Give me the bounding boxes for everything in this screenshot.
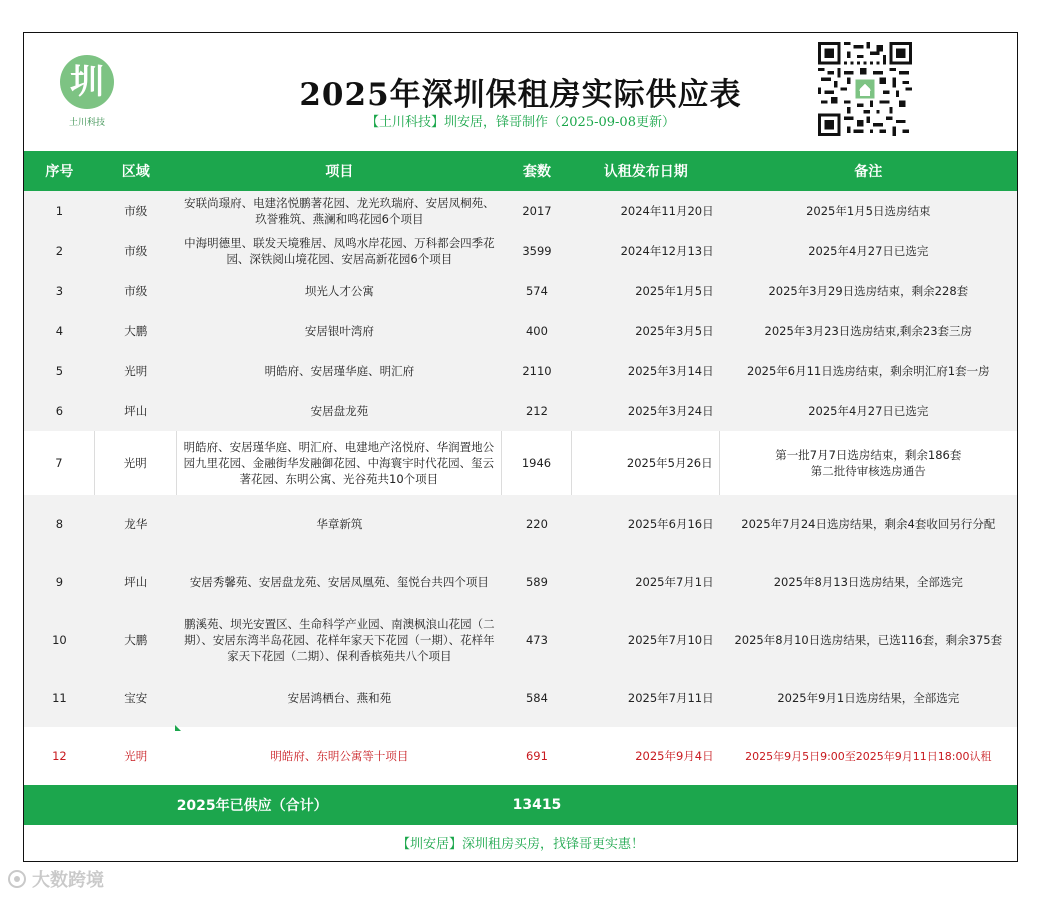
cell-area: 坪山 (124, 404, 148, 418)
cell-project (177, 351, 502, 391)
total-units: 13415 (512, 797, 562, 813)
cell-date: 2025年9月4日 (635, 749, 714, 763)
logo-mark: 圳 (60, 55, 114, 109)
cell-date: 2024年12月13日 (620, 244, 714, 258)
cell-area: 市级 (124, 204, 148, 218)
cell-units: 400 (525, 324, 548, 338)
cell-note (720, 431, 1017, 495)
cell-project-text: 安居盘龙苑 (310, 404, 369, 418)
col-header-no[interactable]: 序号 (45, 164, 74, 180)
cell-area: 市级 (124, 244, 148, 258)
cell-units: 691 (525, 749, 548, 763)
cell-area: 坪山 (124, 575, 148, 589)
watermark-text: 大数跨境 (32, 870, 104, 891)
cell-project (177, 311, 502, 351)
cell-units: 2110 (522, 364, 552, 378)
table-row-highlight[interactable] (24, 727, 1017, 785)
cell-date: 2025年3月5日 (635, 324, 714, 338)
cell-project-text: 安联尚璟府、电建洺悦鹏著花园、龙光玖瑞府、安居凤桐苑、玖誉雅筑、燕澜和鸣花园6个项目 (184, 196, 495, 226)
cell-no: 4 (55, 324, 64, 338)
cell-no: 5 (55, 364, 64, 378)
cell-units: 3599 (522, 244, 552, 258)
cell-date: 2025年3月14日 (627, 364, 714, 378)
watermark (8, 866, 104, 892)
cell-project (177, 669, 502, 727)
page-subtitle: 【土川科技】圳安居，锋哥制作（2025-09-08更新） (366, 115, 675, 130)
cell-date: 2025年7月10日 (627, 633, 714, 647)
qr-code-icon[interactable] (818, 42, 912, 136)
table-row[interactable] (24, 191, 1017, 231)
cell-project-text: 明皓府、安居瑾华庭、明汇府 (264, 364, 415, 378)
cell-project-text: 中海明德里、联发天境雅居、凤鸣水岸花园、万科都会四季花园、深铁阅山境花园、安居高新花园6个项目 (184, 236, 495, 266)
cell-units: 589 (525, 575, 548, 589)
col-header-date[interactable]: 认租发布日期 (603, 164, 688, 180)
cell-project (177, 191, 502, 231)
cell-project-text: 坝光人才公寓 (304, 284, 374, 298)
cell-project (177, 271, 502, 311)
cell-project (177, 553, 502, 611)
cell-units: 2017 (522, 204, 552, 218)
cell-no: 12 (52, 749, 67, 763)
table-row[interactable] (24, 391, 1017, 431)
cell-project-text: 安居鸿栖台、燕和苑 (287, 691, 392, 705)
cell-area: 大鹏 (124, 633, 148, 647)
table-row[interactable] (24, 431, 1017, 495)
cell-area: 宝安 (124, 691, 148, 705)
cell-no: 1 (55, 204, 64, 218)
cell-units: 220 (525, 517, 548, 531)
table-row[interactable] (24, 669, 1017, 727)
table-row[interactable] (24, 351, 1017, 391)
cell-units: 473 (525, 633, 548, 647)
table-row[interactable] (24, 231, 1017, 271)
supply-sheet (23, 32, 1018, 862)
total-label-text: 2025年已供应（合计） (176, 798, 328, 814)
col-header-project[interactable]: 项目 (325, 164, 354, 180)
cell-note-line: 第一批7月7日选房结束，剩余186套 (775, 448, 962, 462)
cell-note: 2025年1月5日选房结束 (806, 204, 931, 218)
cell-date: 2024年11月20日 (620, 204, 714, 218)
cell-no: 7 (24, 431, 95, 495)
cell-units: 212 (525, 404, 548, 418)
cell-area: 光明 (95, 431, 177, 495)
cell-area: 市级 (124, 284, 148, 298)
total-row (24, 785, 1017, 825)
cell-date: 2025年1月5日 (635, 284, 714, 298)
cell-project (177, 727, 502, 785)
cell-no: 8 (55, 517, 64, 531)
cell-project (177, 231, 502, 271)
cell-units: 584 (525, 691, 548, 705)
cell-no: 11 (52, 691, 67, 705)
cell-no: 6 (55, 404, 64, 418)
cell-no: 2 (55, 244, 64, 258)
logo-text: 土川科技 (68, 118, 105, 128)
cell-project (177, 391, 502, 431)
table-row[interactable] (24, 271, 1017, 311)
cell-area: 光明 (124, 364, 148, 378)
cell-units: 1946 (502, 431, 572, 495)
cell-date: 2025年7月11日 (627, 691, 714, 705)
table-row[interactable] (24, 311, 1017, 351)
footer-slogan: 【圳安居】深圳租房买房，找锋哥更实惠！ (396, 836, 644, 852)
cell-note: 2025年3月29日选房结束，剩余228套 (768, 284, 969, 298)
col-header-note[interactable]: 备注 (854, 164, 883, 180)
cell-note: 2025年9月5日9:00至2025年9月11日18:00认租 (745, 750, 992, 763)
cell-comment-marker-icon (175, 725, 181, 731)
cell-area: 光明 (124, 749, 148, 763)
table-row[interactable] (24, 495, 1017, 553)
total-spacer (720, 785, 1017, 825)
sheet-header (24, 33, 1017, 151)
total-spacer (572, 785, 720, 825)
table-row[interactable] (24, 553, 1017, 611)
col-header-units[interactable]: 套数 (522, 164, 551, 180)
total-label (177, 785, 502, 825)
cell-area: 大鹏 (124, 324, 148, 338)
cell-note: 2025年9月1日选房结果，全部选完 (777, 691, 960, 705)
watermark-logo-icon (8, 870, 26, 888)
cell-area: 龙华 (124, 517, 148, 531)
cell-project (177, 611, 502, 669)
cell-no: 9 (55, 575, 64, 589)
cell-project-text: 安居秀馨苑、安居盘龙苑、安居凤凰苑、玺悦台共四个项目 (189, 575, 489, 589)
cell-note: 2025年3月23日选房结束,剩余23套三房 (764, 324, 973, 338)
cell-note: 2025年6月11日选房结束，剩余明汇府1套一房 (747, 364, 990, 378)
col-header-area[interactable]: 区域 (121, 164, 150, 180)
cell-no: 10 (52, 633, 67, 647)
supply-table (24, 151, 1017, 825)
cell-note: 2025年8月10日选房结果，已选116套，剩余375套 (734, 633, 1003, 647)
cell-note: 2025年7月24日选房结果，剩余4套收回另行分配 (741, 517, 996, 531)
cell-date: 2025年3月24日 (627, 404, 714, 418)
cell-project-text: 明皓府、东明公寓等十项目 (270, 749, 409, 763)
cell-date: 2025年7月1日 (635, 575, 714, 589)
cell-date: 2025年6月16日 (627, 517, 714, 531)
cell-note-line: 第二批待审核选房通告 (810, 464, 926, 478)
cell-no: 3 (55, 284, 64, 298)
cell-project (177, 495, 502, 553)
cell-project-text: 华章新筑 (316, 517, 363, 531)
table-header (24, 151, 1017, 191)
cell-units: 574 (525, 284, 548, 298)
page-title: 2025年深圳保租房实际供应表 (299, 77, 742, 113)
total-spacer (95, 785, 177, 825)
cell-project (177, 431, 502, 495)
cell-note: 2025年8月13日选房结果，全部选完 (773, 575, 963, 589)
cell-note: 2025年4月27日已选完 (808, 404, 929, 418)
cell-date: 2025年5月26日 (572, 431, 720, 495)
cell-note: 2025年4月27日已选完 (808, 244, 929, 258)
total-spacer (24, 785, 95, 825)
table-row[interactable] (24, 611, 1017, 669)
cell-project-text: 明皓府、安居瑾华庭、明汇府、电建地产洺悦府、华润置地公园九里花园、金融街华发融御花园、中海寰宇时代花园、玺云著花园、东明公寓、光谷苑共10个项目 (183, 440, 495, 486)
cell-project-text: 鹏溪苑、坝光安置区、生命科学产业园、南澳枫浪山花园（二期）、安居东湾半岛花园、花样年家天下花园（一期）、花样年家天下花园（二期）、保利香槟苑共八个项目 (184, 617, 495, 663)
cell-project-text: 安居银叶湾府 (304, 324, 374, 338)
